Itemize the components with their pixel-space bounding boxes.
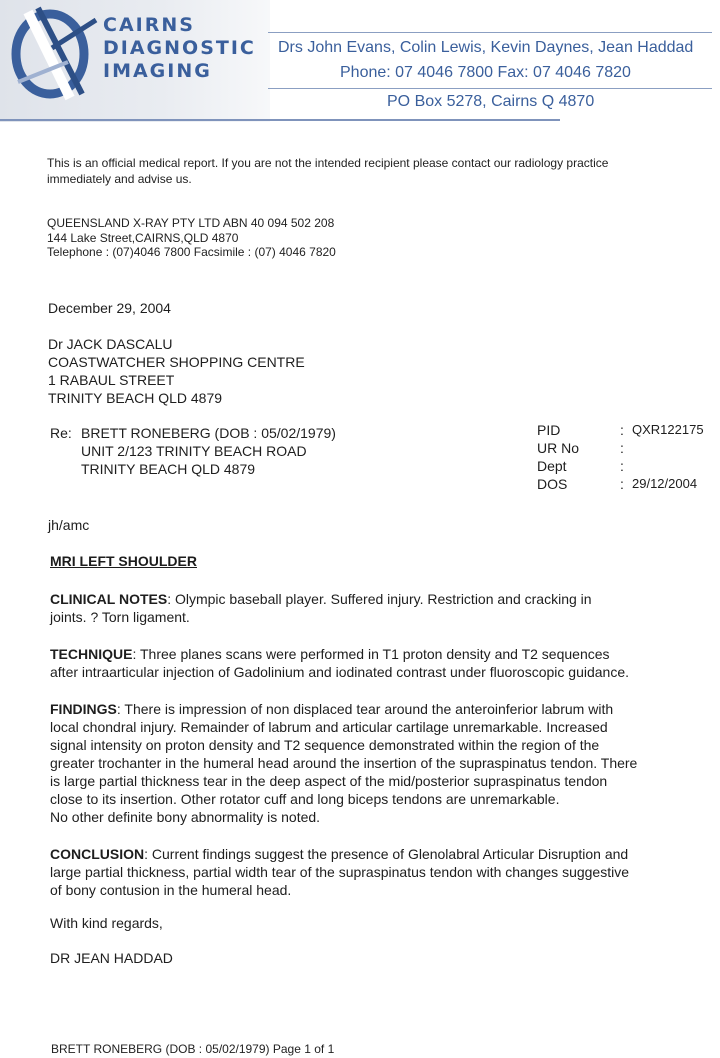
report-date: December 29, 2004 xyxy=(48,300,171,316)
doctors-list: Drs John Evans, Colin Lewis, Kevin Daynes, Jean Haddad xyxy=(278,39,694,56)
findings-line: close to its insertion. Other rotator cuff and long biceps tendons are unremarkable. xyxy=(50,791,560,807)
pid-separator: : xyxy=(620,422,624,438)
conclusion-line: : Current findings suggest the presence of Glenolabral Articular Disruption and xyxy=(144,846,629,862)
practice-contact: Telephone : (07)4046 7800 Facsimile : (07) 4046 7820 xyxy=(47,245,336,259)
recipient-name: Dr JACK DASCALU xyxy=(48,336,173,352)
re-label: Re: xyxy=(50,425,72,441)
conclusion-line: large partial thickness, partial width tear of the supraspinatus tendon with changes suggestive xyxy=(50,864,630,880)
technique-label: TECHNIQUE xyxy=(50,646,133,662)
conclusion-line: of bony contusion in the humeral head. xyxy=(50,882,292,898)
practice-name-abn: QUEENSLAND X-RAY PTY LTD ABN 40 094 502 208 xyxy=(47,216,335,230)
practice-street: 144 Lake Street,CAIRNS,QLD 4870 xyxy=(47,231,239,245)
dept-separator: : xyxy=(620,458,624,474)
patient-name-dob: BRETT RONEBERG (DOB : 05/02/1979) xyxy=(81,425,336,441)
patient-address-1: UNIT 2/123 TRINITY BEACH ROAD xyxy=(81,443,307,459)
findings-line: signal intensity on proton density and T2 sequence demonstrated within the region of the xyxy=(50,737,600,753)
ur-no-separator: : xyxy=(620,440,624,456)
clinical-notes-section xyxy=(50,590,710,626)
brand-line-1: CAIRNS xyxy=(103,14,195,36)
conclusion-label: CONCLUSION xyxy=(50,846,145,862)
patient-address-2: TRINITY BEACH QLD 4879 xyxy=(81,461,256,477)
po-box: PO Box 5278, Cairns Q 4870 xyxy=(387,93,595,110)
dept-label: Dept xyxy=(537,458,567,474)
technique-line: : Three planes scans were performed in T1 proton density and T2 sequences xyxy=(132,646,610,662)
recipient-address-3: TRINITY BEACH QLD 4879 xyxy=(48,390,223,406)
header-rule-top xyxy=(268,32,712,33)
findings-line: greater trochanter in the humeral head around the insertion of the supraspinatus tendon. There xyxy=(50,755,638,771)
dos-label: DOS xyxy=(537,476,568,492)
header-rule-middle xyxy=(268,88,712,89)
technique-line: after intraarticular injection of Gadolinium and iodinated contrast under fluoroscopic guidance. xyxy=(50,664,630,680)
pid-value: QXR122175 xyxy=(632,422,704,437)
brand-line-3: IMAGING xyxy=(103,60,212,82)
findings-label: FINDINGS xyxy=(50,701,117,717)
report-title: MRI LEFT SHOULDER xyxy=(50,553,197,569)
brand-line-2: DIAGNOSTIC xyxy=(103,37,256,59)
ur-no-label: UR No xyxy=(537,440,580,456)
clinical-notes-label: CLINICAL NOTES xyxy=(50,591,168,607)
findings-line: local chondral injury. Remainder of labrum and articular cartilage unremarkable. Increased xyxy=(50,719,608,735)
header-rule-bottom xyxy=(0,119,560,121)
confidentiality-notice-line-2: immediately and advise us. xyxy=(47,172,192,186)
pid-label: PID xyxy=(537,422,561,438)
dos-separator: : xyxy=(620,476,624,492)
reference-initials: jh/amc xyxy=(48,517,90,533)
recipient-address-2: 1 RABAUL STREET xyxy=(48,372,175,388)
closing-salutation: With kind regards, xyxy=(50,915,163,931)
phone-fax: Phone: 07 4046 7800 Fax: 07 4046 7820 xyxy=(340,64,631,81)
conclusion-section xyxy=(50,845,710,899)
findings-section xyxy=(50,700,710,826)
findings-line: : There is impression of non displaced tear around the anteroinferior labrum with xyxy=(116,701,614,717)
signatory-name: DR JEAN HADDAD xyxy=(50,950,173,966)
technique-section xyxy=(50,645,710,681)
findings-line: No other definite bony abnormality is noted. xyxy=(50,809,321,825)
findings-line: is large partial thickness tear in the deep aspect of the mid/posterior supraspinatus tendon xyxy=(50,773,608,789)
dos-value: 29/12/2004 xyxy=(632,476,698,491)
letterhead xyxy=(0,0,720,122)
cdi-logo-icon xyxy=(8,2,100,102)
recipient-address-1: COASTWATCHER SHOPPING CENTRE xyxy=(48,354,305,370)
page-footer: BRETT RONEBERG (DOB : 05/02/1979) Page 1 of 1 xyxy=(51,1042,335,1056)
confidentiality-notice-line-1: This is an official medical report. If you are not the intended recipient please contact our radiology practice xyxy=(47,156,609,170)
clinical-notes-line: joints. ? Torn ligament. xyxy=(50,609,190,625)
clinical-notes-line: : Olympic baseball player. Suffered injury. Restriction and cracking in xyxy=(167,591,592,607)
